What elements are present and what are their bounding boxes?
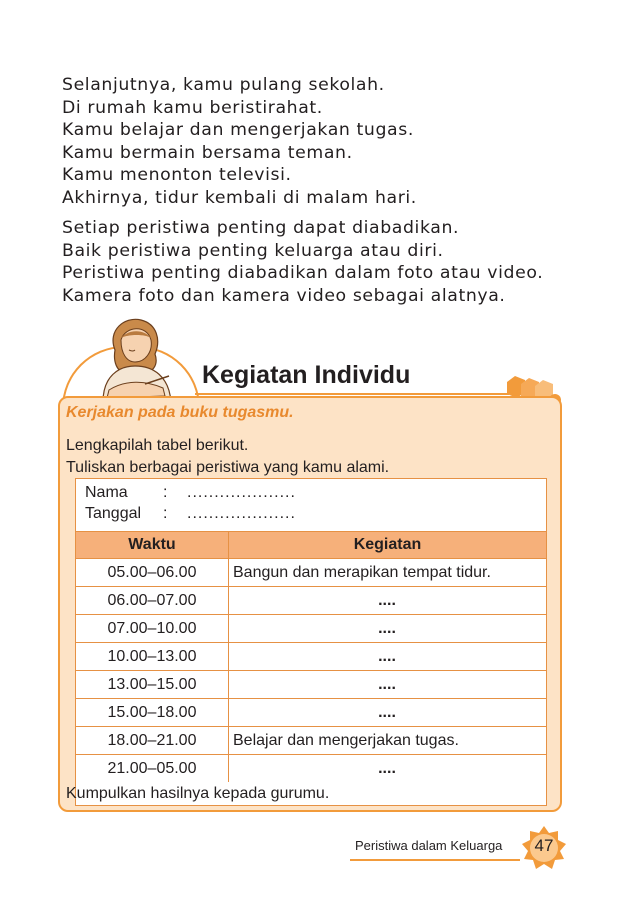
table-row — [76, 671, 546, 699]
date-label: Tanggal — [85, 505, 142, 522]
table-row — [76, 615, 546, 643]
intro-line: Kamu bermain bersama teman. — [62, 142, 353, 163]
table-row — [76, 755, 546, 783]
waktu-cell: 15.00–18.00 — [76, 699, 229, 727]
waktu-cell: 05.00–06.00 — [76, 559, 229, 587]
footer-chapter: Peristiwa dalam Keluarga — [355, 838, 503, 853]
instruction-line: Lengkapilah tabel berikut. — [66, 437, 249, 454]
waktu-cell: 21.00–05.00 — [76, 755, 229, 783]
intro-text — [62, 74, 582, 307]
activity-title: Kegiatan Individu — [202, 361, 411, 389]
intro-line: Selanjutnya, kamu pulang sekolah. — [62, 75, 385, 95]
footer-rule — [350, 859, 520, 861]
kegiatan-cell: .... — [229, 755, 547, 783]
date-colon: : — [163, 505, 168, 522]
header-waktu: Waktu — [76, 532, 229, 559]
date-blank: .................... — [187, 505, 296, 522]
kegiatan-cell: .... — [229, 587, 547, 615]
waktu-cell: 13.00–15.00 — [76, 671, 229, 699]
intro-line: Akhirnya, tidur kembali di malam hari. — [62, 187, 417, 208]
kegiatan-cell: Bangun dan merapikan tempat tidur. — [229, 559, 547, 587]
activity-subtitle: Kerjakan pada buku tugasmu. — [66, 404, 294, 421]
table-row — [76, 699, 546, 727]
name-colon: : — [163, 484, 168, 501]
kegiatan-cell: .... — [229, 699, 547, 727]
waktu-cell: 18.00–21.00 — [76, 727, 229, 755]
date-row — [85, 503, 296, 524]
waktu-cell: 06.00–07.00 — [76, 587, 229, 615]
instruction-line: Tuliskan berbagai peristiwa yang kamu alami. — [66, 459, 390, 476]
girl-writing-illustration — [85, 310, 185, 402]
intro-line: Kamu menonton televisi. — [62, 165, 292, 185]
kegiatan-cell: .... — [229, 615, 547, 643]
waktu-cell: 10.00–13.00 — [76, 643, 229, 671]
table-row — [76, 587, 546, 615]
name-blank: .................... — [187, 484, 296, 501]
activity-instructions — [66, 435, 389, 479]
activity-table — [76, 531, 546, 782]
table-row — [76, 727, 546, 755]
header-kegiatan: Kegiatan — [229, 532, 547, 559]
table-row — [76, 643, 546, 671]
intro-line: Kamu belajar dan mengerjakan tugas. — [62, 120, 414, 140]
activity-form — [75, 478, 547, 806]
kegiatan-cell: Belajar dan mengerjakan tugas. — [229, 727, 547, 755]
intro-line: Peristiwa penting diabadikan dalam foto atau video. — [62, 263, 544, 283]
activity-header-rule — [195, 393, 509, 395]
page-number: 47 — [534, 836, 554, 855]
intro-line: Di rumah kamu beristirahat. — [62, 97, 323, 118]
form-meta — [85, 482, 296, 524]
activity-closing: Kumpulkan hasilnya kepada gurumu. — [66, 785, 330, 802]
intro-line: Setiap peristiwa penting dapat diabadikan. — [62, 218, 460, 238]
waktu-cell: 07.00–10.00 — [76, 615, 229, 643]
kegiatan-cell: .... — [229, 643, 547, 671]
table-row — [76, 559, 546, 587]
kegiatan-cell: .... — [229, 671, 547, 699]
table-header-row — [76, 532, 546, 559]
intro-line: Kamera foto dan kamera video sebagai alatnya. — [62, 285, 506, 306]
name-label: Nama — [85, 484, 128, 501]
name-row — [85, 482, 296, 503]
intro-line: Baik peristiwa penting keluarga atau diri. — [62, 240, 444, 261]
paragraph-gap — [62, 209, 582, 217]
